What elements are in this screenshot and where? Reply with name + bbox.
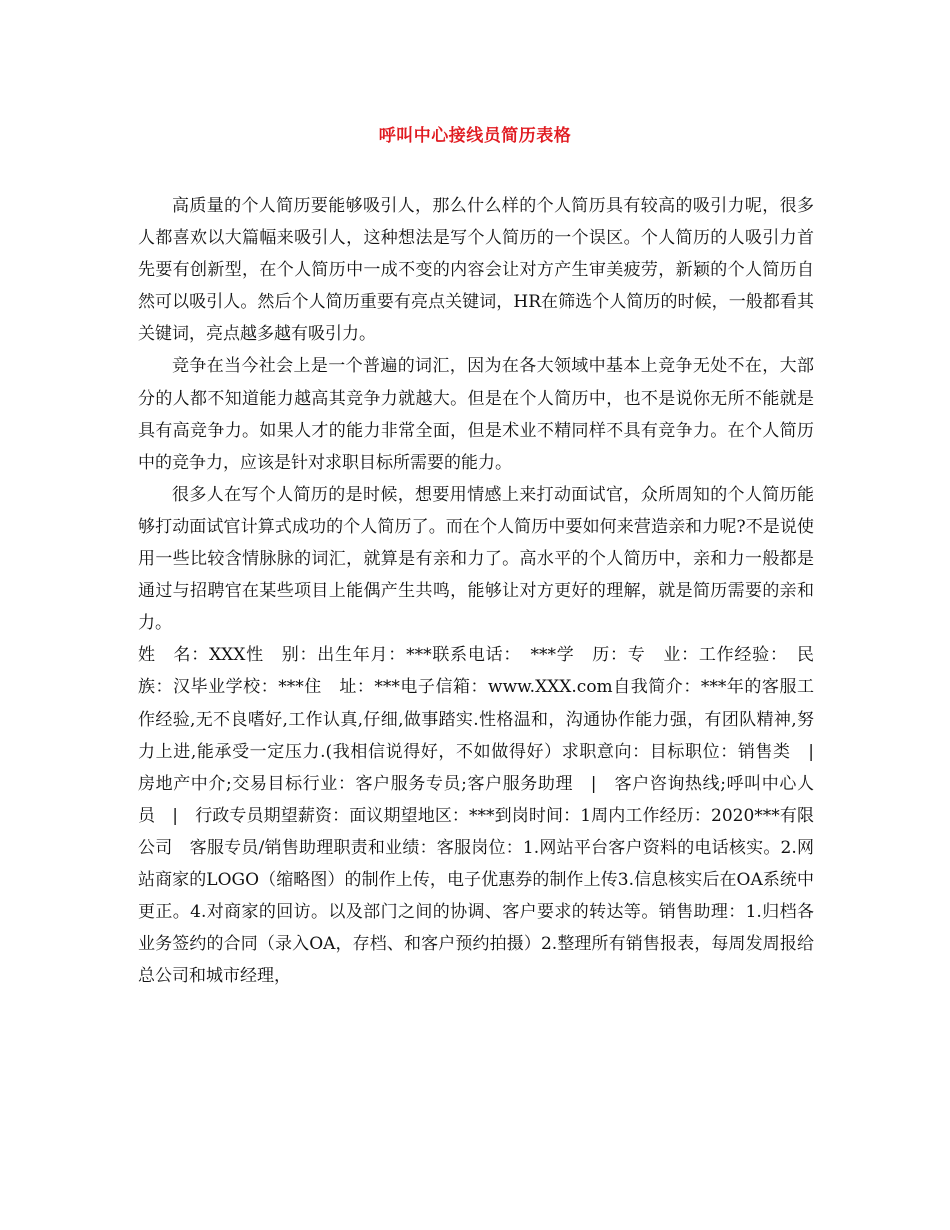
document-title: 呼叫中心接线员简历表格	[378, 126, 572, 146]
resume-details-block: 姓 名：XXX性 别：出生年月：***联系电话： ***学 历：专 业：工作经验： 民族：汉毕业学校：***住 址：***电子信箱：www.XXX.com自我简介：***年的客服工作经验,无不良嗜好,工作认真,仔细,做事踏实.性格温和，沟通协作能力强，有团队精神,努力上进,能承受一定压力.(我相信说得好，不如做得好）求职意向：目标职位：销售类 | 房地产中介;交易目标行业：客户服务专员;客户服务助理 | 客户咨询热线;呼叫中心人员 | 行政专员期望薪资：面议期望地区：***到岗时间：1周内工作经历：2020***有限公司 客服专员/销售助理职责和业绩：客服岗位：1.网站平台客户资料的电话核实。2.网站商家的LOGO（缩略图）的制作上传，电子优惠券的制作上传3.信息核实后在OA系统中更正。4.对商家的回访。以及部门之间的协调、客户要求的转达等。销售助理：1.归档各业务签约的合同（录入OA，存档、和客户预约拍摄）2.整理所有销售报表，每周发周报给总公司和城市经理，	[138, 645, 831, 987]
document-body	[138, 190, 831, 992]
paragraph-attractiveness: 高质量的个人简历要能够吸引人，那么什么样的个人简历具有较高的吸引力呢，很多人都喜欢以大篇幅来吸引人，这种想法是写个人简历的一个误区。个人简历的人吸引力首先要有创新型，在个人简历中一成不变的内容会让对方产生审美疲劳，新颖的个人简历自然可以吸引人。然后个人简历重要有亮点关键词，HR在筛选个人简历的时候，一般都看其关键词，亮点越多越有吸引力。	[138, 196, 814, 345]
paragraph-competitiveness: 竞争在当今社会上是一个普遍的词汇，因为在各大领域中基本上竞争无处不在，大部分的人都不知道能力越高其竞争力就越大。但是在个人简历中，也不是说你无所不能就是具有高竞争力。如果人才的能力非常全面，但是术业不精同样不具有竞争力。在个人简历中的竞争力，应该是针对求职目标所需要的能力。	[138, 356, 814, 473]
paragraph-affinity: 很多人在写个人简历的是时候，想要用情感上来打动面试官，众所周知的个人简历能够打动面试官计算式成功的个人简历了。而在个人简历中要如何来营造亲和力呢?不是说使用一些比较含情脉脉的词汇，就算是有亲和力了。高水平的个人简历中，亲和力一般都是通过与招聘官在某些项目上能偶产生共鸣，能够让对方更好的理解，就是简历需要的亲和力。	[138, 484, 814, 634]
